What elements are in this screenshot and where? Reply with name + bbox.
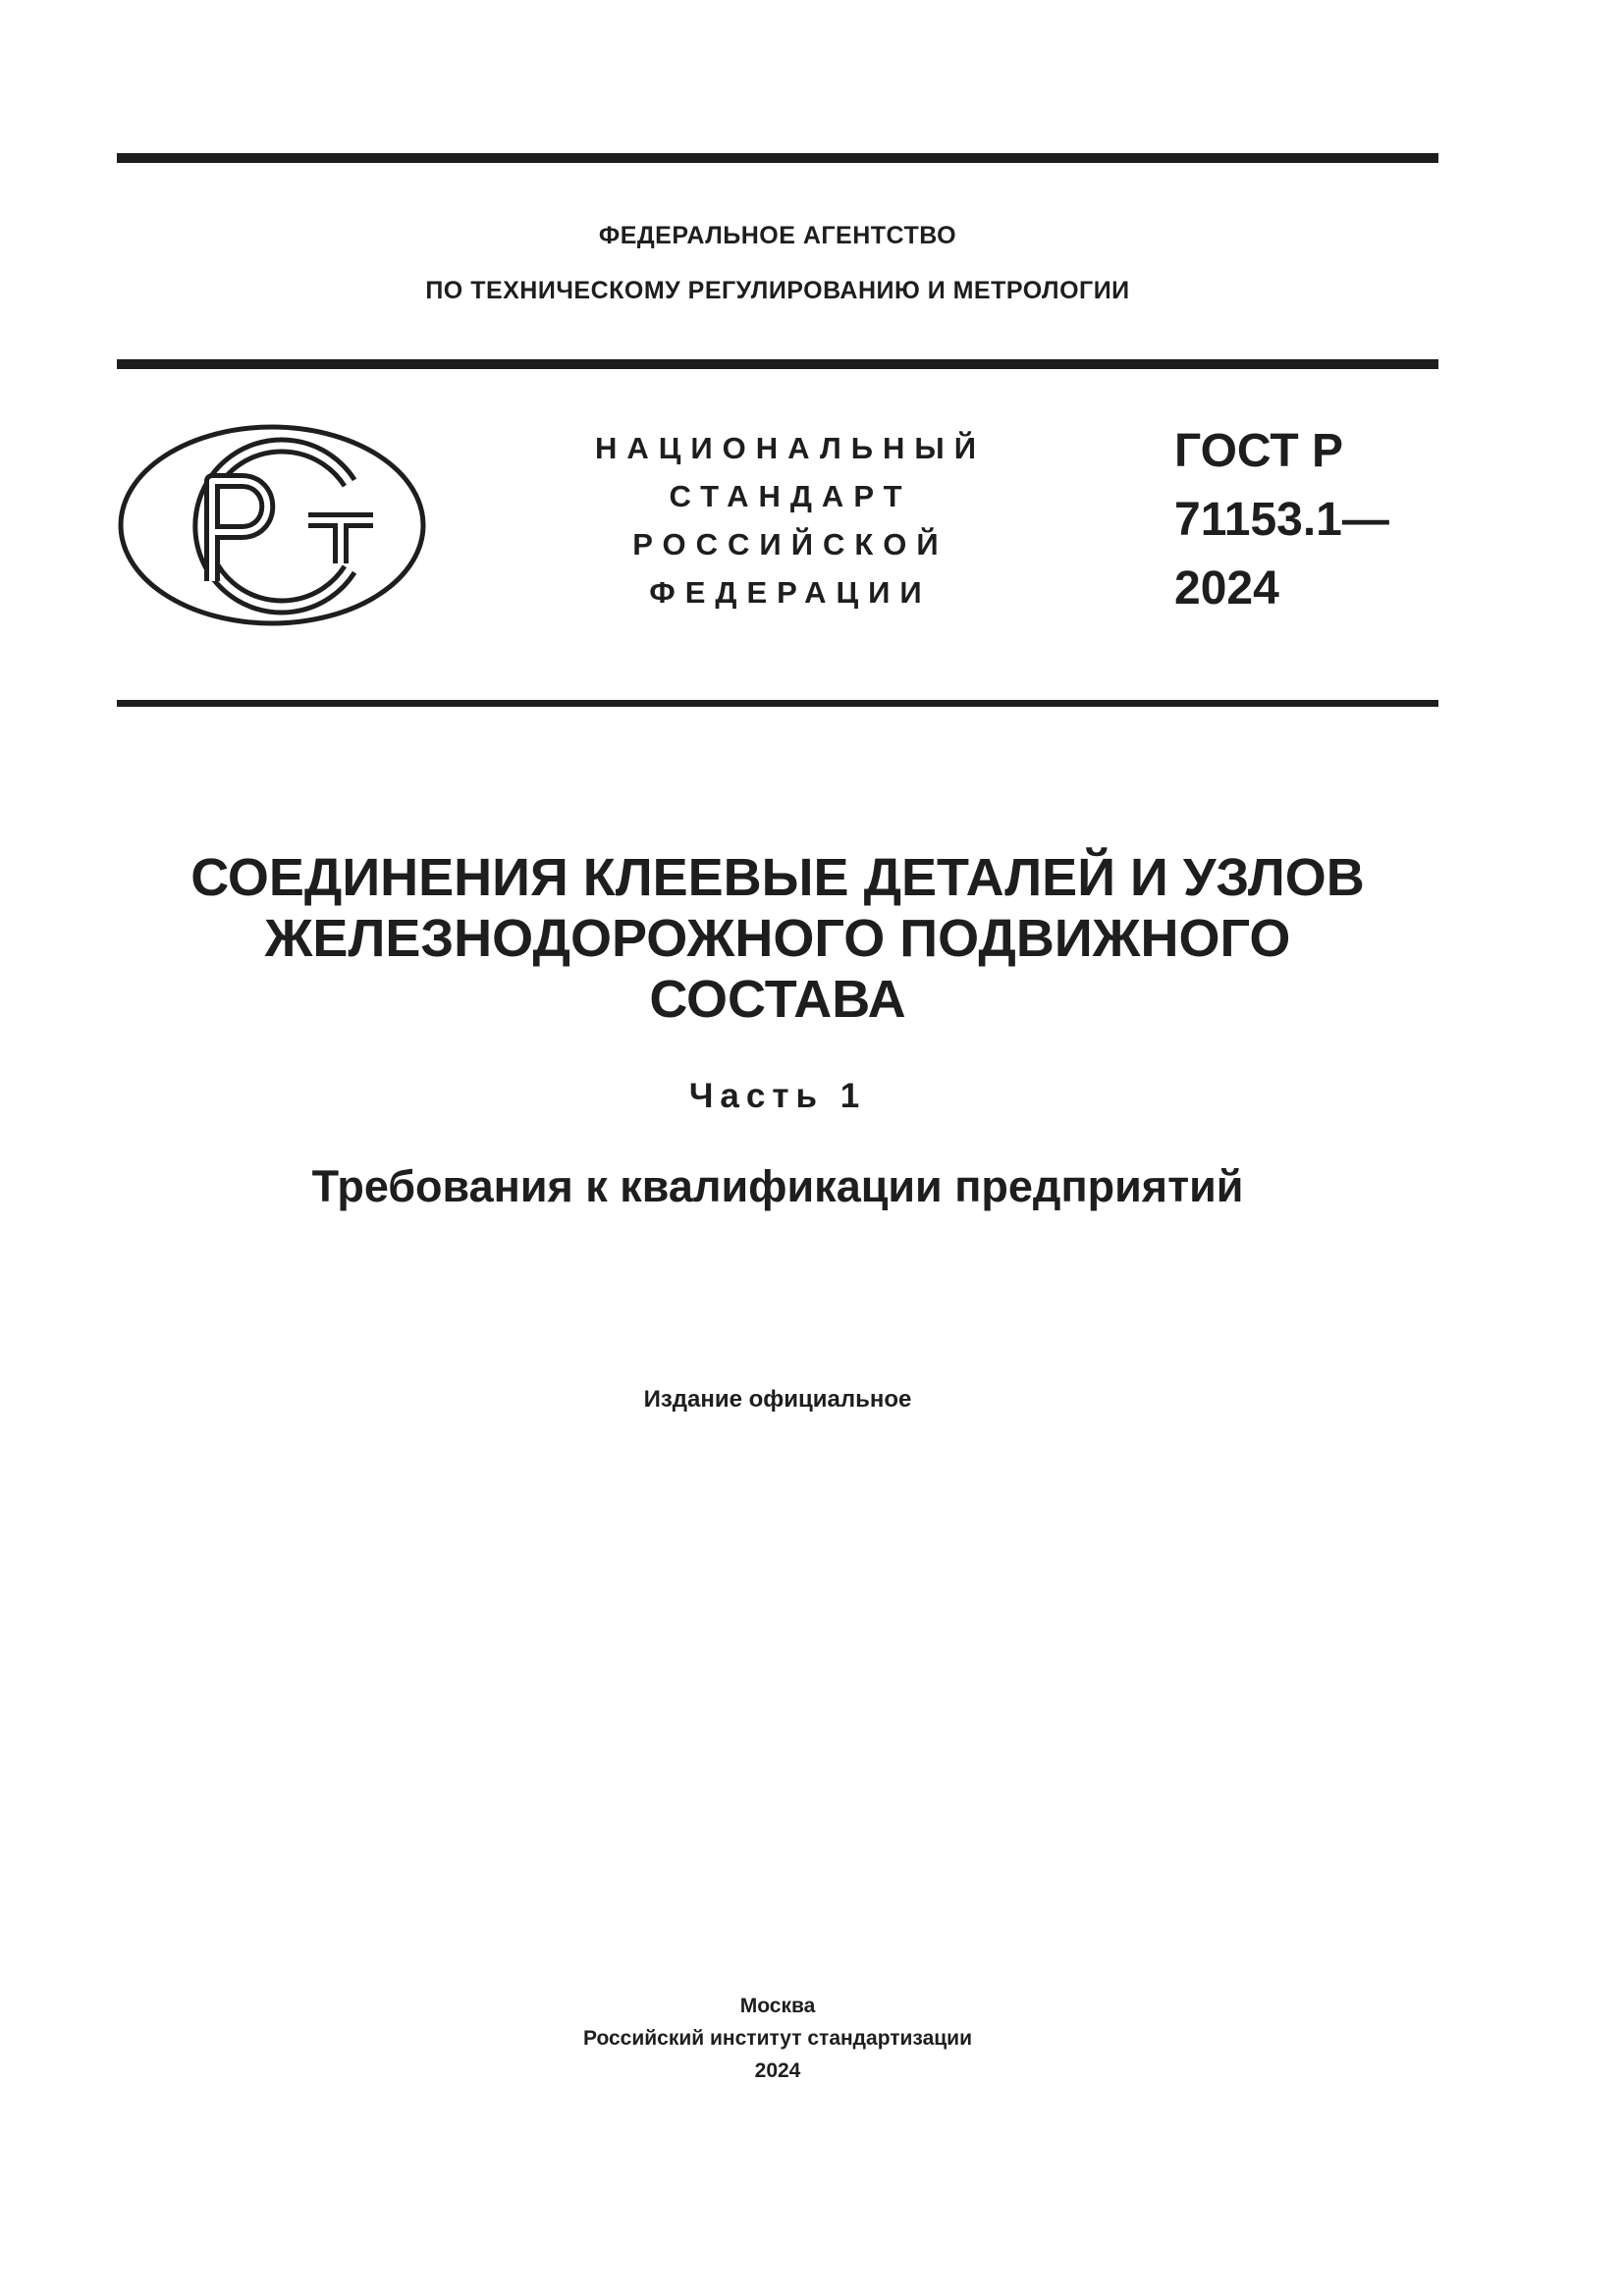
imprint-city: Москва	[739, 1995, 816, 2017]
rst-mark-icon	[116, 422, 428, 628]
imprint-publisher: Российский институт стандартизации	[582, 2027, 973, 2050]
part-number: Часть 1	[688, 1077, 867, 1115]
imprint	[117, 1990, 1438, 2087]
designation-line: 71153.1—	[1174, 494, 1389, 546]
national-standard-line: ФЕДЕРАЦИИ	[649, 575, 932, 610]
document-subtitle: Требования к квалификации предприятий	[311, 1161, 1244, 1211]
document-title	[117, 847, 1438, 1030]
standard-designation	[1174, 417, 1389, 623]
agency-name-line-1: ФЕДЕРАЛЬНОЕ АГЕНТСТВО	[598, 222, 957, 249]
designation-line: 2024	[1174, 562, 1279, 614]
national-standard-label	[550, 424, 1031, 616]
designation-line: ГОСТ Р	[1174, 425, 1344, 477]
header-rule	[117, 359, 1438, 369]
agency-name-line-2: ПО ТЕХНИЧЕСКОМУ РЕГУЛИРОВАНИЮ И МЕТРОЛОГИИ	[425, 277, 1130, 304]
imprint-year: 2024	[754, 2059, 801, 2082]
title-line: ЖЕЛЕЗНОДОРОЖНОГО ПОДВИЖНОГО	[264, 909, 1291, 968]
national-standard-line: НАЦИОНАЛЬНЫЙ	[594, 431, 987, 465]
edition-label: Издание официальное	[643, 1386, 912, 1413]
top-rule	[117, 153, 1438, 163]
header-bottom-rule	[117, 700, 1438, 707]
title-line: СОСТАВА	[649, 970, 906, 1029]
national-standard-line: РОССИЙСКОЙ	[632, 527, 948, 561]
national-standard-line: СТАНДАРТ	[669, 479, 912, 513]
title-line: СОЕДИНЕНИЯ КЛЕЕВЫЕ ДЕТАЛЕЙ И УЗЛОВ	[190, 848, 1365, 907]
